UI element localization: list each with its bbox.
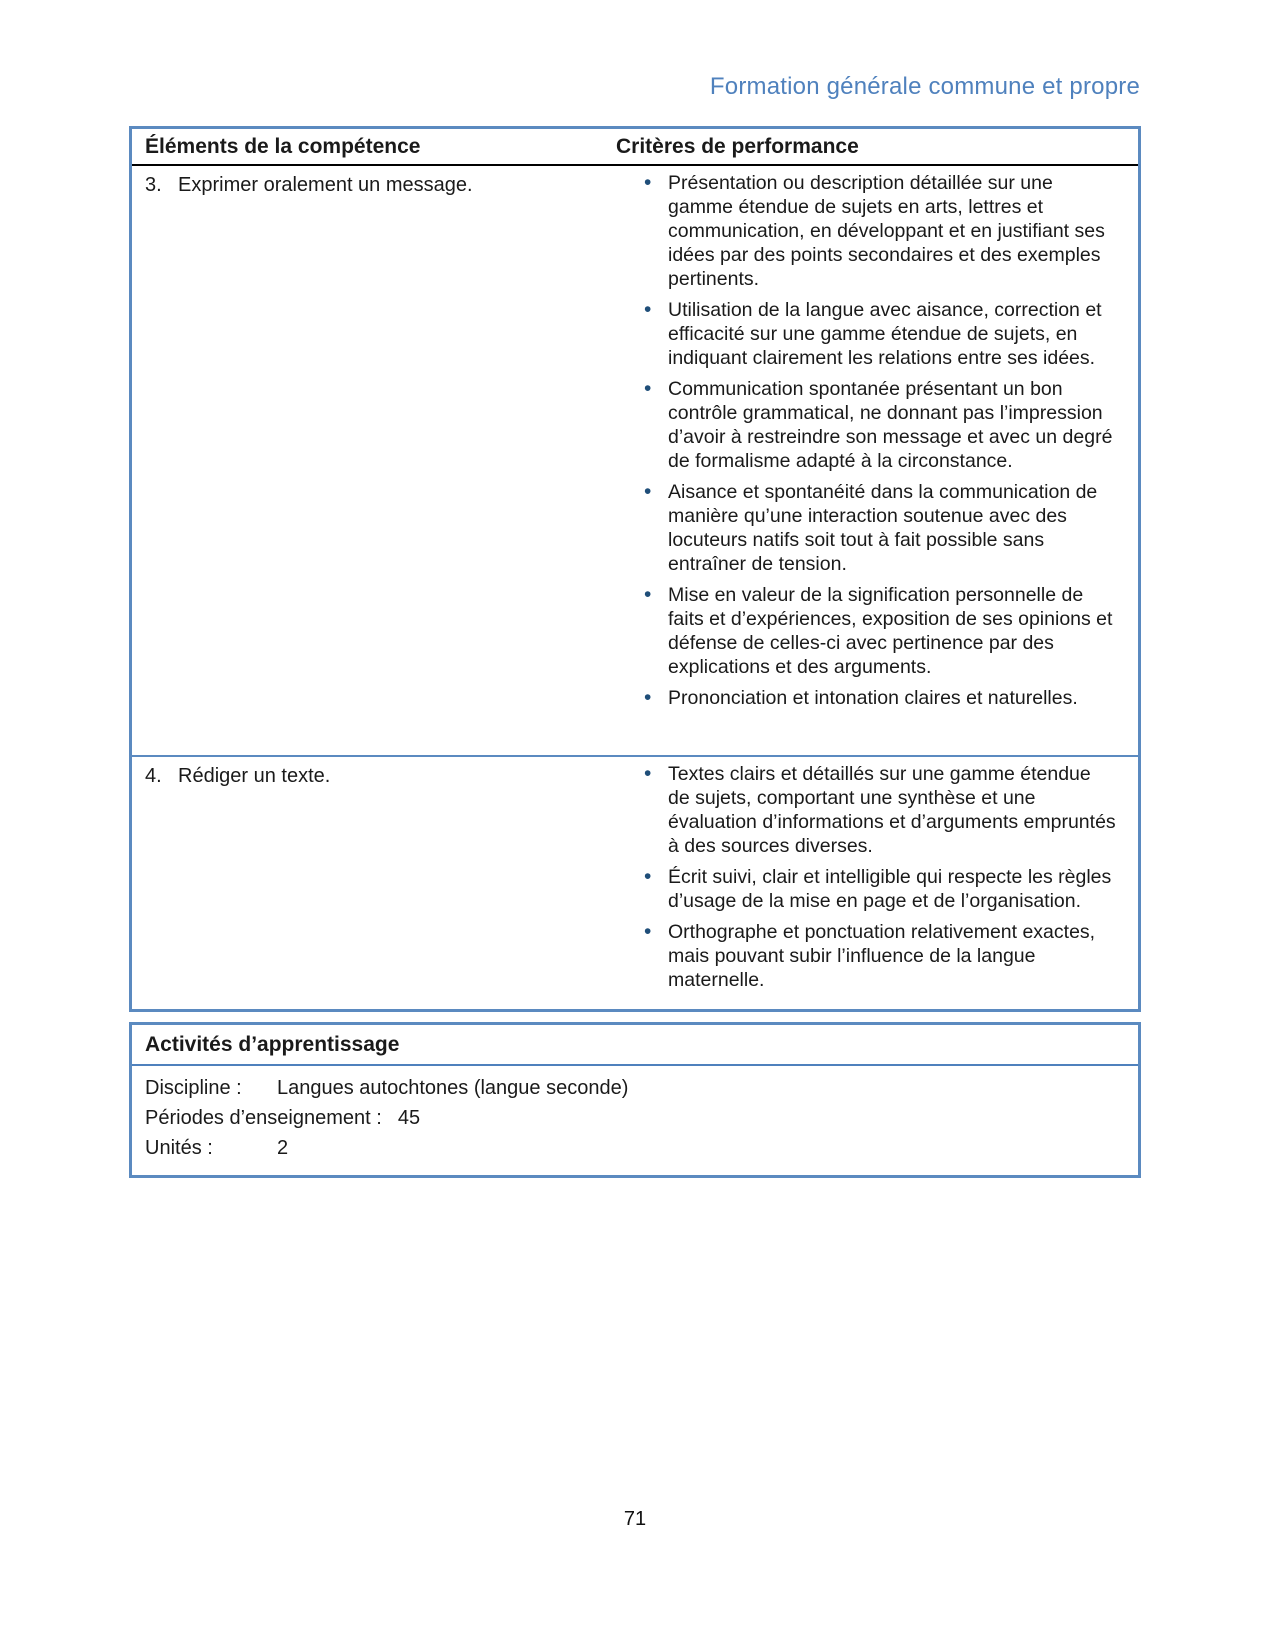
field-label: Périodes d’enseignement : <box>145 1107 382 1129</box>
criteria-cell <box>611 757 1138 1009</box>
criteria-item: • Orthographe et ponctuation relativement exactes, mais pouvant subir l’influence de la langue maternelle. <box>611 920 1118 992</box>
element-text: Exprimer oralement un message. <box>178 174 473 196</box>
table-row <box>132 755 1138 1009</box>
criteria-item: • Mise en valeur de la signification personnelle de faits et d’expériences, exposition de ses opinions et défense de celles-ci avec pertinence par des explications et des arguments. <box>611 583 1118 679</box>
criteria-item: • Textes clairs et détaillés sur une gamme étendue de sujets, comportant une synthèse et une évaluation d’informations et d’arguments empruntés à des sources diverses. <box>611 762 1118 858</box>
criteria-item: • Prononciation et intonation claires et naturelles. <box>611 686 1118 710</box>
activities-field-periodes <box>145 1103 1125 1133</box>
criteria-list <box>611 762 1118 992</box>
column-header-criteres: Critères de performance <box>616 135 859 158</box>
page-number: 71 <box>623 1508 647 1530</box>
criteria-item: • Présentation ou description détaillée sur une gamme étendue de sujets en arts, lettres et communication, en développant et en justifiant ses idées par des points secondaires et des exemples pertinents. <box>611 171 1118 291</box>
element-text: Rédiger un texte. <box>178 765 331 787</box>
field-label: Unités : <box>145 1137 213 1159</box>
field-value: Langues autochtones (langue seconde) <box>277 1077 629 1099</box>
competence-table <box>129 126 1141 1012</box>
criteria-cell <box>611 166 1138 755</box>
activities-field-unites <box>145 1133 1125 1163</box>
table-row <box>132 166 1138 755</box>
activities-body <box>132 1066 1138 1175</box>
field-value: 2 <box>277 1137 289 1159</box>
criteria-item: • Communication spontanée présentant un bon contrôle grammatical, ne donnant pas l’impression d’avoir à restreindre son message et avec un degré de formalisme adapté à la circonstance. <box>611 377 1118 473</box>
element-cell <box>132 757 611 1009</box>
table-header-row <box>132 129 1138 166</box>
field-label: Discipline : <box>145 1077 242 1099</box>
activities-title: Activités d’apprentissage <box>132 1025 1138 1066</box>
field-value: 45 <box>397 1107 421 1129</box>
activities-box <box>129 1022 1141 1178</box>
element-cell <box>132 166 611 755</box>
running-header: Formation générale commune et propre <box>709 73 1140 100</box>
criteria-item: • Utilisation de la langue avec aisance, correction et efficacité sur une gamme étendue de sujets, en indiquant clairement les relations entre ses idées. <box>611 298 1118 370</box>
page-content <box>129 126 1141 1178</box>
activities-field-discipline <box>145 1073 1125 1103</box>
element-number: 3. <box>145 174 162 196</box>
column-header-elements: Éléments de la compétence <box>145 135 421 158</box>
criteria-item: • Aisance et spontanéité dans la communication de manière qu’une interaction soutenue avec des locuteurs natifs soit tout à fait possible sans entraîner de tension. <box>611 480 1118 576</box>
criteria-item: • Écrit suivi, clair et intelligible qui respecte les règles d’usage de la mise en page et de l’organisation. <box>611 865 1118 913</box>
criteria-list <box>611 171 1118 710</box>
element-number: 4. <box>145 765 162 787</box>
